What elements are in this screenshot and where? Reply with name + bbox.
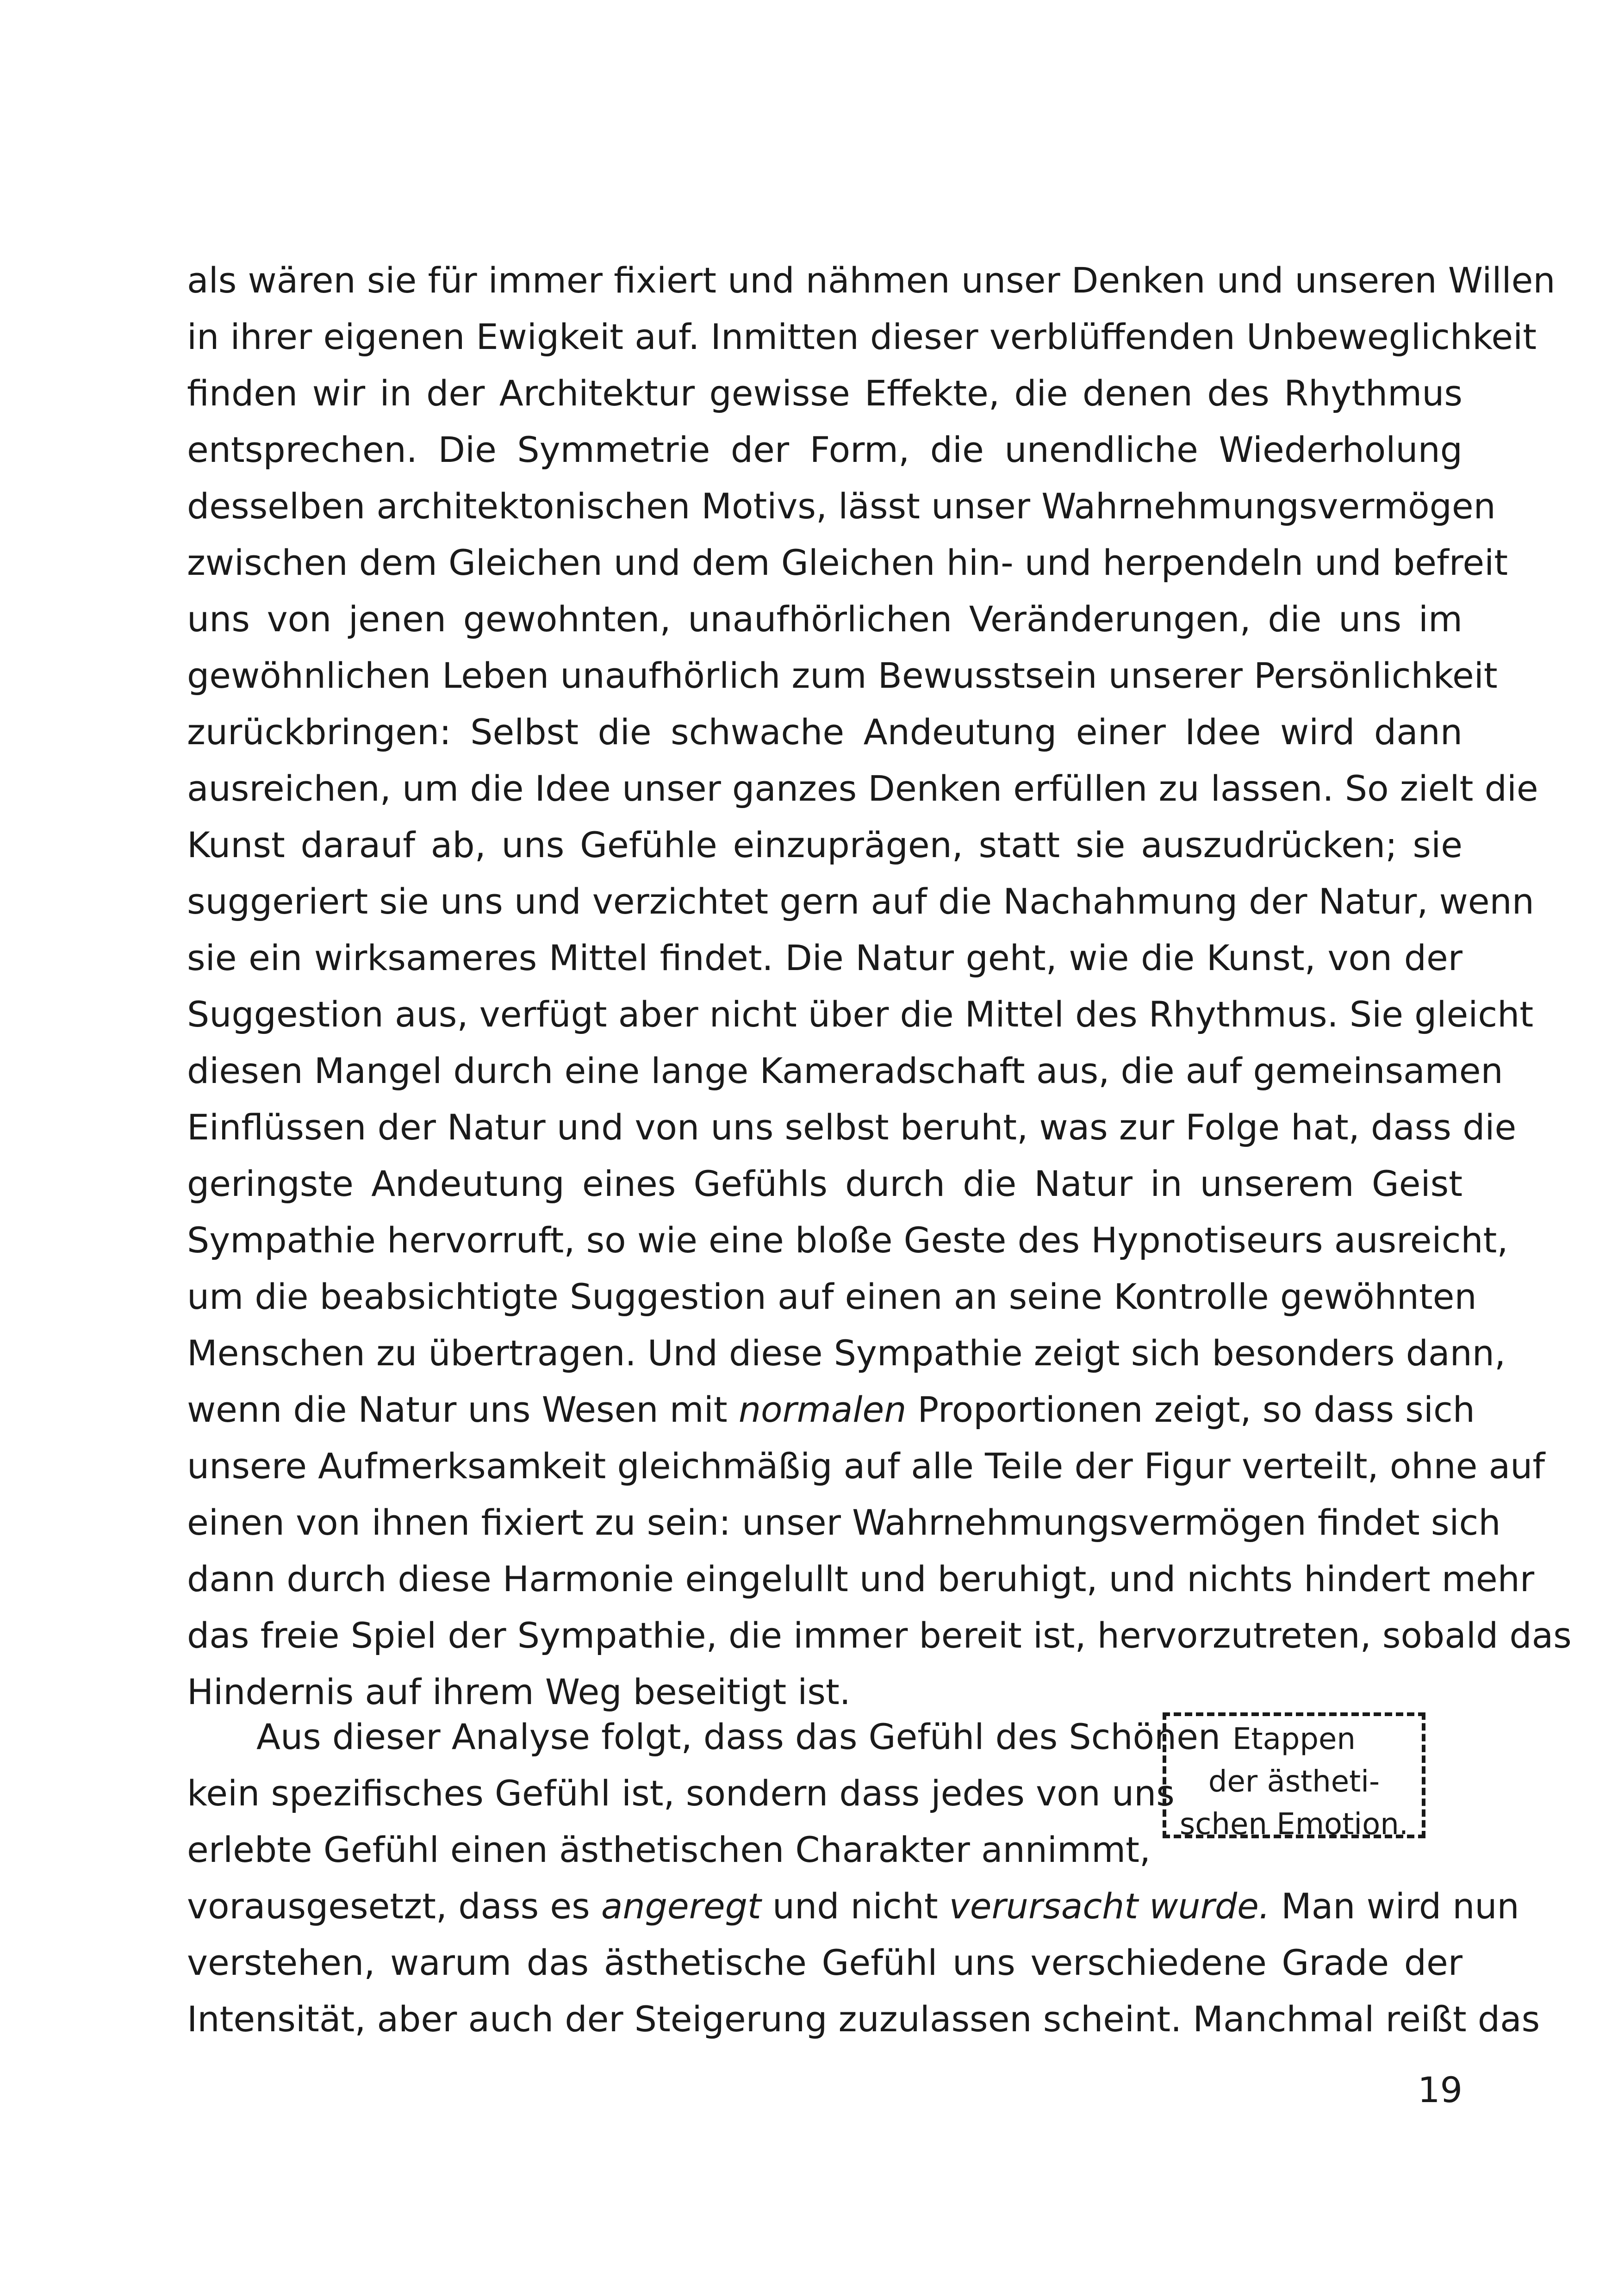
text-line: Hindernis auf ihrem Weg beseitigt ist. xyxy=(187,1671,851,1712)
margin-note-box xyxy=(1163,1712,1425,1842)
text-line: entsprechen. Die Symmetrie der Form, die unendliche Wiederholung xyxy=(187,429,1462,470)
margin-note-line: schen Emotion. xyxy=(1179,1807,1409,1842)
text-line: Menschen zu übertragen. Und diese Sympathie zeigt sich besonders dann, xyxy=(187,1332,1506,1374)
text-line: sie ein wirksameres Mittel findet. Die Natur geht, wie die Kunst, von der xyxy=(187,937,1462,978)
emphasis-normalen: normalen xyxy=(738,1389,907,1430)
text-line: erlebte Gefühl einen ästhetischen Charakter annimmt, xyxy=(187,1829,1151,1870)
text-segment: wenn die Natur uns Wesen mit xyxy=(187,1389,739,1430)
text-line: das freie Spiel der Sympathie, die immer bereit ist, hervorzutreten, sobald das xyxy=(187,1615,1572,1656)
text-line: Intensität, aber auch der Steigerung zuzulassen scheint. Manchmal reißt das xyxy=(187,1998,1540,2040)
emphasis-verursacht-wurde: verursacht wurde. xyxy=(949,1885,1270,1927)
body-text-paragraph-1 xyxy=(187,252,1572,1720)
text-line-with-emphasis xyxy=(187,1381,1475,1438)
text-line: suggeriert sie uns und verzichtet gern auf die Nachahmung der Natur, wenn xyxy=(187,881,1534,922)
text-line: finden wir in der Architektur gewisse Effekte, die denen des Rhythmus xyxy=(187,373,1462,414)
text-segment: Proportionen zeigt, so dass sich xyxy=(906,1389,1475,1430)
margin-note-line: Etappen xyxy=(1232,1722,1356,1756)
text-segment: vorausgesetzt, dass es xyxy=(187,1885,601,1927)
text-line: zwischen dem Gleichen und dem Gleichen hin- und herpendeln und befreit xyxy=(187,542,1508,583)
text-line: geringste Andeutung eines Gefühls durch die Natur in unserem Geist xyxy=(187,1163,1462,1204)
text-line: unsere Aufmerksamkeit gleichmäßig auf alle Teile der Figur verteilt, ohne auf xyxy=(187,1445,1545,1487)
text-line: Aus dieser Analyse folgt, dass das Gefühl des Schönen xyxy=(256,1716,1221,1757)
text-line: Suggestion aus, verfügt aber nicht über die Mittel des Rhythmus. Sie gleicht xyxy=(187,994,1534,1035)
page-number: 19 xyxy=(1418,2069,1462,2110)
text-line: Sympathie hervorruft, so wie eine bloße Geste des Hypnotiseurs ausreicht, xyxy=(187,1220,1508,1261)
text-line: desselben architektonischen Motivs, lässt unser Wahrnehmungsvermögen xyxy=(187,485,1496,527)
text-line: dann durch diese Harmonie eingelullt und beruhigt, und nichts hindert mehr xyxy=(187,1558,1535,1599)
text-segment: Man wird nun xyxy=(1270,1885,1519,1927)
text-line-with-emphasis xyxy=(187,1878,1519,1935)
text-line: gewöhnlichen Leben unaufhörlich zum Bewusstsein unserer Persönlichkeit xyxy=(187,655,1498,696)
text-line: um die beabsichtigte Suggestion auf einen an seine Kontrolle gewöhnten xyxy=(187,1276,1477,1317)
text-line: Kunst darauf ab, uns Gefühle einzuprägen, statt sie auszudrücken; sie xyxy=(187,824,1462,865)
text-line: uns von jenen gewohnten, unaufhörlichen Veränderungen, die uns im xyxy=(187,598,1462,640)
text-line: diesen Mangel durch eine lange Kameradschaft aus, die auf gemeinsamen xyxy=(187,1050,1503,1091)
text-segment: und nicht xyxy=(761,1885,949,1927)
text-line: einen von ihnen fixiert zu sein: unser Wahrnehmungsvermögen findet sich xyxy=(187,1502,1501,1543)
text-line: zurückbringen: Selbst die schwache Andeutung einer Idee wird dann xyxy=(187,711,1462,753)
text-line: in ihrer eigenen Ewigkeit auf. Inmitten dieser verblüffenden Unbeweglichkeit xyxy=(187,316,1537,357)
text-line: kein spezifisches Gefühl ist, sondern dass jedes von uns xyxy=(187,1773,1175,1814)
text-line: verstehen, warum das ästhetische Gefühl uns verschiedene Grade der xyxy=(187,1942,1462,1983)
text-line: als wären sie für immer fixiert und nähmen unser Denken und unseren Willen xyxy=(187,260,1556,301)
text-line: Einflüssen der Natur und von uns selbst beruht, was zur Folge hat, dass die xyxy=(187,1107,1517,1148)
emphasis-angeregt: angeregt xyxy=(601,1885,761,1927)
margin-note-line: der ästheti- xyxy=(1208,1765,1380,1799)
text-line: ausreichen, um die Idee unser ganzes Denken erfüllen zu lassen. So zielt die xyxy=(187,768,1538,809)
